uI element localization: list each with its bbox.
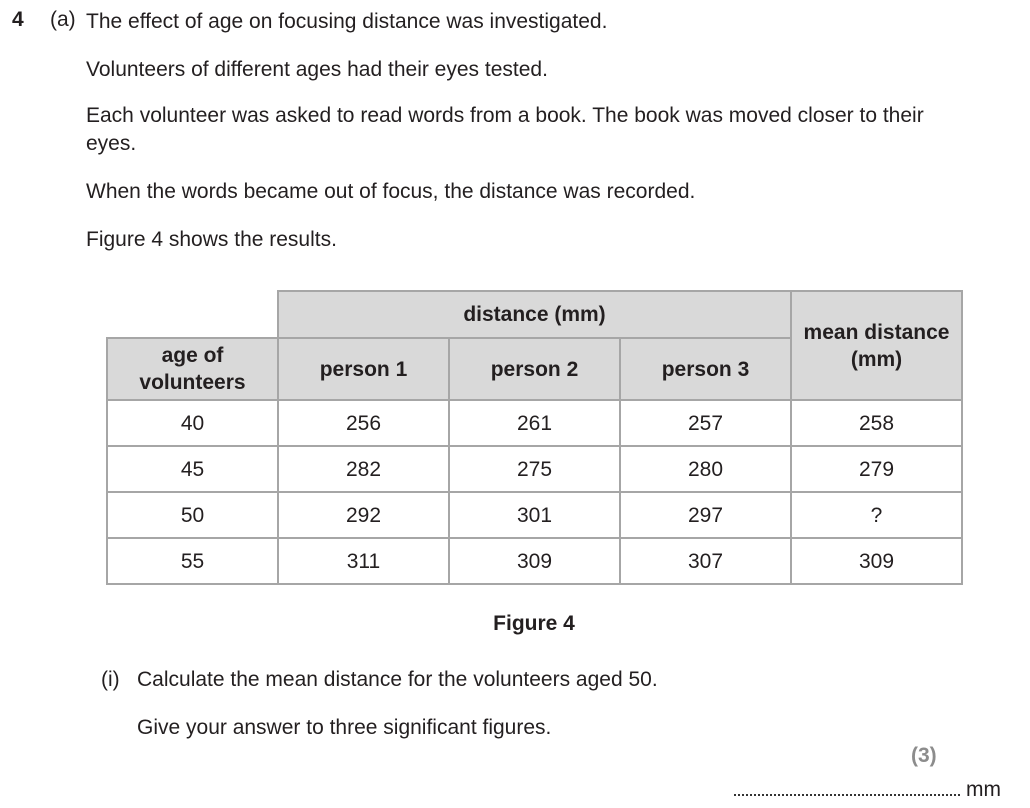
table-row xyxy=(107,492,962,538)
person3-header: person 3 xyxy=(620,338,791,400)
answer-unit: mm xyxy=(966,778,1001,801)
person1-cell: 292 xyxy=(278,492,449,538)
subquestion-label: (i) xyxy=(101,668,120,691)
marks-label: (3) xyxy=(911,744,937,767)
answer-line[interactable] xyxy=(734,794,960,796)
intro-paragraph: The effect of age on focusing distance was investigated. xyxy=(86,10,608,33)
person3-cell: 257 xyxy=(620,400,791,446)
figure-reference-paragraph: Figure 4 shows the results. xyxy=(86,228,337,251)
person2-cell: 261 xyxy=(449,400,620,446)
age-header xyxy=(107,338,278,400)
person2-cell: 301 xyxy=(449,492,620,538)
mean-distance-header-text: mean distance (mm) xyxy=(803,320,950,371)
age-header-text: age of volunteers xyxy=(139,344,246,394)
table-row xyxy=(107,400,962,446)
subquestion-precision: Give your answer to three significant figures. xyxy=(137,716,552,739)
person1-header: person 1 xyxy=(278,338,449,400)
person1-cell: 256 xyxy=(278,400,449,446)
table-corner-blank xyxy=(107,291,278,338)
volunteers-paragraph: Volunteers of different ages had their eyes tested. xyxy=(86,58,548,81)
figure-caption: Figure 4 xyxy=(493,612,575,635)
person3-cell: 280 xyxy=(620,446,791,492)
question-number: 4 xyxy=(12,8,24,31)
person2-cell: 275 xyxy=(449,446,620,492)
mean-cell-unknown: ? xyxy=(791,492,962,538)
person3-cell: 297 xyxy=(620,492,791,538)
mean-cell: 258 xyxy=(791,400,962,446)
age-cell: 45 xyxy=(107,446,278,492)
recording-paragraph: When the words became out of focus, the distance was recorded. xyxy=(86,180,696,203)
person1-cell: 311 xyxy=(278,538,449,584)
age-cell: 50 xyxy=(107,492,278,538)
person2-header: person 2 xyxy=(449,338,620,400)
mean-distance-header xyxy=(791,291,962,400)
person1-cell: 282 xyxy=(278,446,449,492)
mean-cell: 309 xyxy=(791,538,962,584)
age-cell: 55 xyxy=(107,538,278,584)
part-label: (a) xyxy=(50,8,76,31)
subquestion-instruction: Calculate the mean distance for the volunteers aged 50. xyxy=(137,668,658,691)
table-row xyxy=(107,538,962,584)
mean-cell: 279 xyxy=(791,446,962,492)
method-paragraph: Each volunteer was asked to read words from a book. The book was moved closer to their eyes. xyxy=(86,104,924,155)
person2-cell: 309 xyxy=(449,538,620,584)
distance-group-header: distance (mm) xyxy=(278,291,791,338)
table-row xyxy=(107,446,962,492)
results-table xyxy=(106,290,963,585)
person3-cell: 307 xyxy=(620,538,791,584)
age-cell: 40 xyxy=(107,400,278,446)
